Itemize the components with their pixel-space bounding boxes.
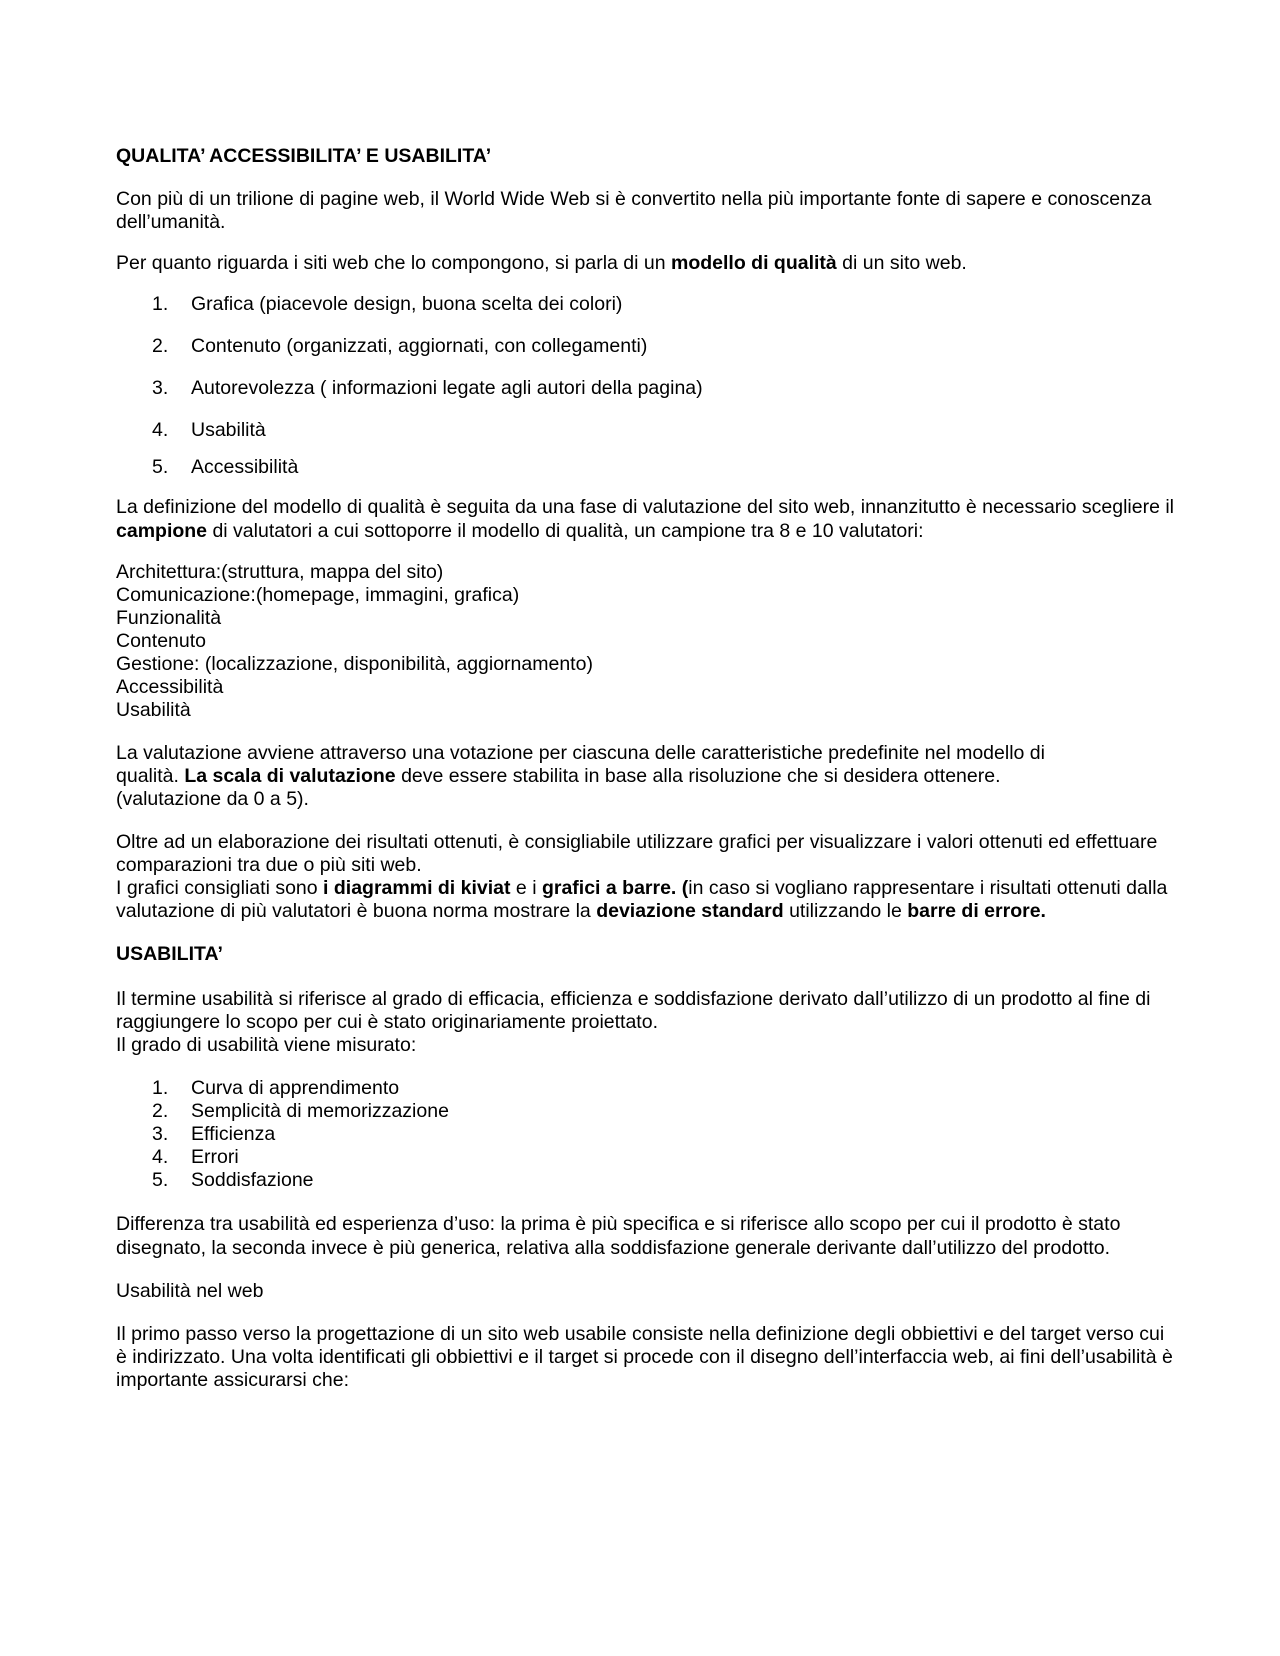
usability-definition: Il termine usabilità si riferisce al grado di efficacia, efficienza e soddisfazione derivato dall’utilizzo di un prodotto al fine di raggiungere lo scopo per cui è stato originariamente proiettato. Il grado di usabilità viene misurato:: [116, 988, 1151, 1056]
first-step-paragraph: Il primo passo verso la progettazione di un sito web usabile consiste nella definizione degli obbiettivi e del target verso cui è indirizzato. Una volta identificati gli obbiettivi e il target si procede con il disegno dell’interfaccia web, ai fini dell’usabilità è importante assicurarsi che:: [116, 1323, 1173, 1391]
list-item: 1. Grafica (piacevole design, buona scelta dei colori): [152, 293, 623, 315]
list-item: 4. Errori: [152, 1146, 239, 1168]
difference-paragraph: Differenza tra usabilità ed esperienza d’uso: la prima è più specifica e si riferisce allo scopo per cui il prodotto è stato disegnato, la seconda invece è più generica, relativa alla soddisfazione generale derivante dall’utilizzo del prodotto.: [116, 1213, 1121, 1259]
list-item: 1. Curva di apprendimento: [152, 1077, 400, 1099]
evaluation-paragraph: La valutazione avviene attraverso una votazione per ciascuna delle caratteristiche predefinite nel modello di qualità. La scala di valutazione deve essere stabilita in base alla risoluzione che si desidera ottenere. (valutazione da 0 a 5).: [116, 742, 1045, 810]
list-item: 3. Efficienza: [152, 1123, 276, 1145]
page-title: QUALITA’ ACCESSIBILITA’ E USABILITA’: [116, 145, 492, 167]
definition-paragraph: La definizione del modello di qualità è seguita da una fase di valutazione del sito web, innanzitutto è necessario scegliere il campione di valutatori a cui sottoporre il modello di qualità, un campione tra 8 e 10 valutatori:: [116, 496, 1175, 542]
list-item: 5. Accessibilità: [152, 456, 299, 478]
list-item: Contenuto: [116, 630, 206, 652]
list-item: 5. Soddisfazione: [152, 1169, 314, 1191]
results-paragraph: Oltre ad un elaborazione dei risultati ottenuti, è consigliabile utilizzare grafici per visualizzare i valori ottenuti ed effettuare comparazioni tra due o più siti web. I grafici consigliati sono i diagrammi di kiviat e i grafici a barre. (in caso si vogliano rappresentare i risultati ottenuti dalla valutazione di più valutatori è buona norma mostrare la deviazione standard utilizzando le barre di errore.: [116, 831, 1168, 922]
usability-heading: USABILITA’: [116, 943, 223, 965]
list-item: 2. Contenuto (organizzati, aggiornati, con collegamenti): [152, 335, 648, 357]
document-page: [116, 145, 1176, 1392]
intro-paragraph: Con più di un trilione di pagine web, il World Wide Web si è convertito nella più importante fonte di sapere e conoscenza dell’umanità.: [116, 188, 1152, 233]
list-item: Comunicazione:(homepage, immagini, grafica): [116, 584, 520, 606]
quality-model-paragraph: Per quanto riguarda i siti web che lo compongono, si parla di un modello di qualità di un sito web.: [116, 252, 967, 274]
usability-list: [116, 1077, 1176, 1192]
list-item: Gestione: (localizzazione, disponibilità, aggiornamento): [116, 653, 593, 675]
list-item: 2. Semplicità di memorizzazione: [152, 1100, 449, 1122]
list-item: Accessibilità: [116, 676, 224, 698]
web-usability-heading: Usabilità nel web: [116, 1280, 264, 1302]
list-item: 3. Autorevolezza ( informazioni legate agli autori della pagina): [152, 377, 703, 399]
quality-list: [116, 293, 1176, 479]
list-item: 4. Usabilità: [152, 419, 266, 441]
list-item: Architettura:(struttura, mappa del sito): [116, 561, 444, 583]
criteria-list: [116, 561, 1176, 722]
list-item: Funzionalità: [116, 607, 222, 629]
list-item: Usabilità: [116, 699, 191, 721]
